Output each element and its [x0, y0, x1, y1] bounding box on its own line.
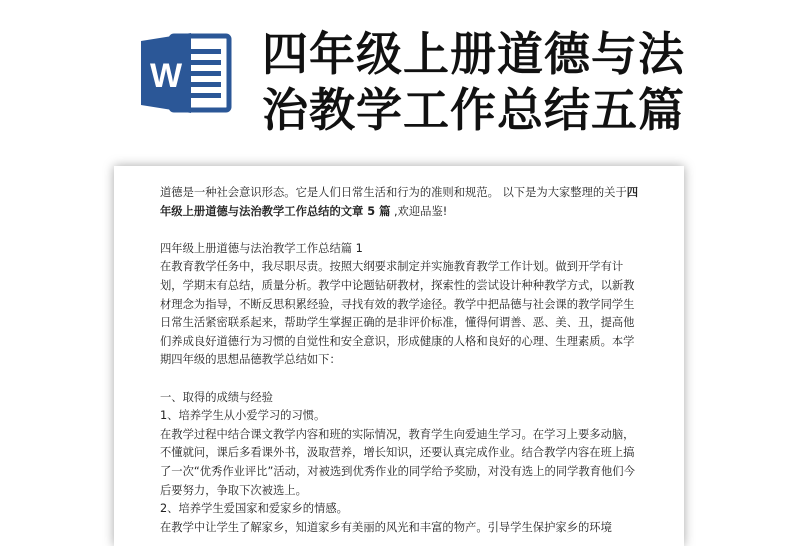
heading-achievements: 一、取得的成绩与经验 [160, 390, 273, 404]
title-line-2: 治教学工作总结五篇 [262, 83, 685, 137]
intro-suffix: ,欢迎品鉴! [390, 204, 448, 218]
document-page [114, 166, 684, 546]
document-body [160, 184, 642, 537]
subheading-2: 2、培养学生爱国家和爱家乡的情感。 [160, 502, 348, 516]
paragraph-2: 在教学过程中结合课文教学内容和班的实际情况，教育学生向爱迪生学习。在学习上要多动脑，不懂就问，课后多看课外书，汲取营养，增长知识，还要认真完成作业。结合教学内容在班上搞了一次“优秀作业评比”活动，对被选到优秀作业的同学给予奖励，对没有选上的同学教育他们今后要努力，争取下次被选上。 [160, 427, 635, 497]
title-line-1: 四年级上册道德与法 [262, 27, 685, 81]
subheading-1: 1、培养学生从小爱学习的习惯。 [160, 409, 326, 423]
section-title: 四年级上册道德与法治教学工作总结篇 1 [160, 241, 363, 255]
word-icon-letter: W [149, 57, 183, 95]
intro-text: 道德是一种社会意识形态。它是人们日常生活和行为的准则和规范。 以下是为大家整理的关于 [160, 186, 627, 199]
intro-bold-title: 四年级上册道德与法治教学工作总结的文章 5 篇 [160, 186, 639, 218]
paragraph-1: 在教育教学任务中，我尽职尽责。按照大纲要求制定并实施教育教学工作计划。做到开学有计划，学期末有总结，质量分析。教学中论题钻研教材，探索性的尝试设计种种教学方式，以新教材理念为指导，不断反思积累经验，寻找有效的教学途径。教学中把品德与社会课的教学同学生日常生活紧密联系起来，帮助学生掌握正确的是非评价标准，懂得何谓善、恶、美、丑，提高他们养成良好道德行为习惯的自觉性和安全意识，形成健康的人格和良好的心理、生理素质。本学期四年级的思想品德教学总结如下： [160, 260, 635, 367]
page-header [0, 0, 800, 150]
intro-paragraph [160, 184, 642, 221]
word-icon [141, 33, 233, 113]
page-title [262, 26, 702, 138]
paragraph-3: 在教学中让学生了解家乡，知道家乡有美丽的风光和丰富的物产。引导学生保护家乡的环境 [160, 520, 612, 534]
